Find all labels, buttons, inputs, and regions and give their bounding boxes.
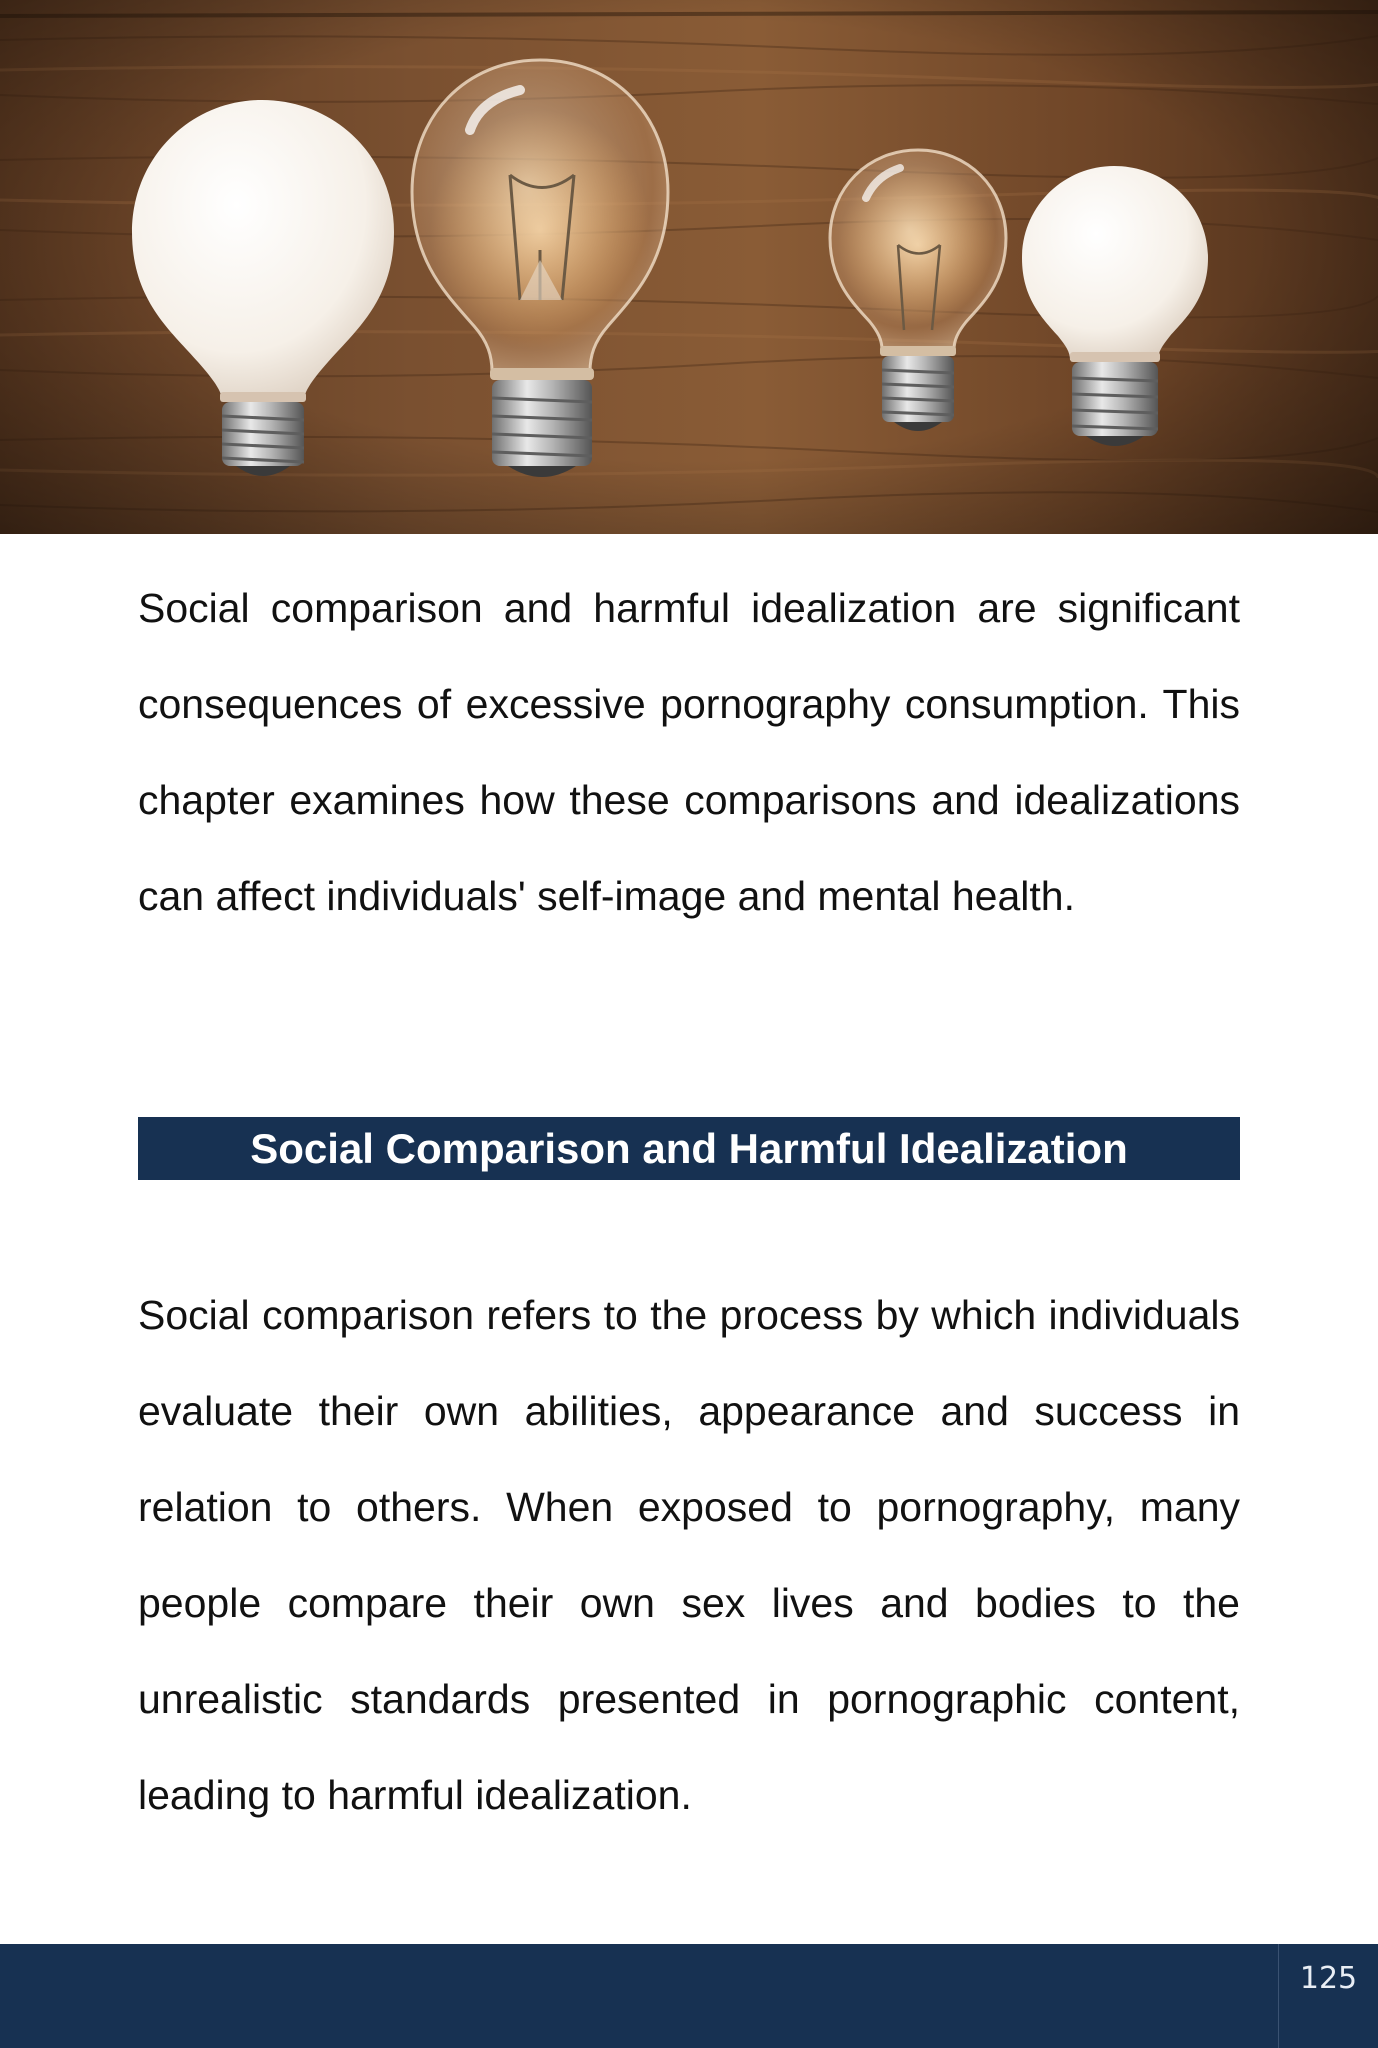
section-paragraph: Social comparison refers to the process by which individuals evaluate their own abilities, appearance and success in relation to others. When exposed to pornography, many people compare their own sex lives and bodies to the unrealistic standards presented in pornographic content, leading to harmful idealization.: [138, 1292, 1240, 1818]
intro-paragraph: Social comparison and harmful idealization are significant consequences of excessive pornography consumption. This chapter examines how these comparisons and idealizations can affect individuals' self-image and mental health.: [138, 585, 1240, 919]
section-heading: Social Comparison and Harmful Idealization: [138, 1117, 1240, 1180]
light-bulbs-illustration: [0, 0, 1378, 534]
page-number: 125: [1278, 1944, 1378, 2048]
page-footer: [0, 1944, 1378, 2048]
hero-image: [0, 0, 1378, 534]
